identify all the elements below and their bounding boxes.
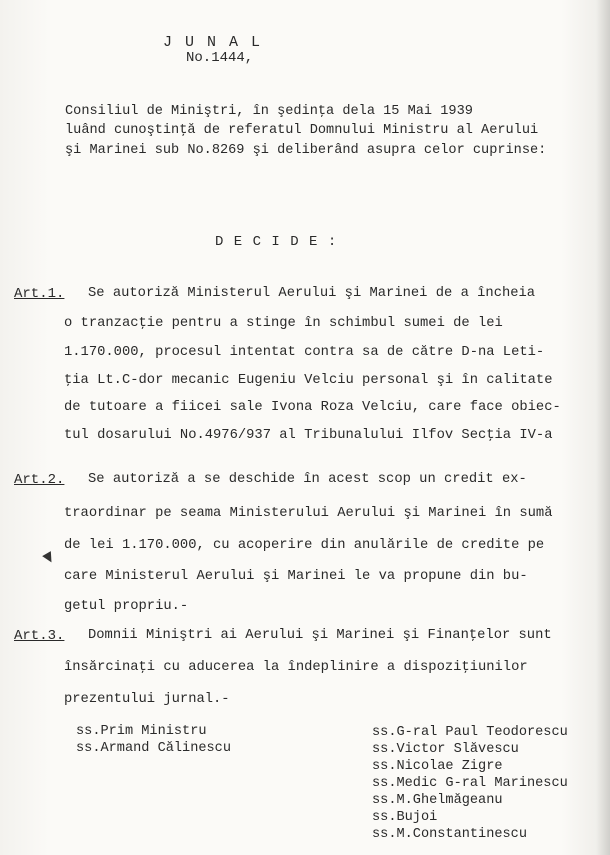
signature-right: ss.Bujoi (372, 810, 438, 825)
article-3-label: Art.3. (14, 628, 65, 644)
article-2-line: traordinar pe seama Ministerului Aerului şi Marinei în sumă (64, 506, 553, 521)
article-2-label: Art.2. (14, 472, 65, 488)
signature-right: ss.M.Constantinescu (372, 827, 527, 842)
signature-left: ss.Armand Călinescu (76, 741, 231, 756)
signature-right: ss.Medic G-ral Marinescu (372, 776, 568, 791)
document-number: No.1444, (186, 50, 254, 66)
article-1-line: ţia Lt.C-dor mecanic Eugeniu Velciu personal şi în calitate (64, 373, 553, 388)
signature-right: ss.Victor Slăvescu (372, 742, 519, 757)
document-title: J U N A L (163, 34, 263, 51)
decide-heading: D E C I D E : (215, 234, 338, 250)
signature-right: ss.M.Ghelmăgeanu (372, 793, 503, 808)
article-2-line: getul propriu.- (64, 599, 189, 614)
intro-line-1: Consiliul de Miniştri, în şedinţa dela 15 Mai 1939 (65, 104, 473, 119)
article-3-line: prezentului jurnal.- (64, 692, 230, 707)
article-2-line: de lei 1.170.000, cu acoperire din anulările de credite pe (64, 538, 545, 553)
article-2-line: care Ministerul Aerului şi Marinei le va propune din bu- (64, 569, 528, 584)
signature-left: ss.Prim Ministru (76, 724, 207, 739)
article-1-line: o tranzacţie pentru a stinge în schimbul sumei de lei (64, 316, 503, 331)
page-edge-shadow (596, 0, 610, 855)
article-3-line: însărcinaţi cu aducerea la îndeplinire a dispoziţiunilor (64, 660, 528, 675)
intro-line-2: luând cunoştinţă de referatul Domnului Ministru al Aerului (65, 123, 539, 138)
signature-right: ss.G-ral Paul Teodorescu (372, 725, 568, 740)
article-1-line: de tutoare a fiicei sale Ivona Roza Velciu, care face obiec- (64, 400, 561, 415)
article-1-line: tul dosarului No.4976/937 al Tribunalului Ilfov Secţia IV-a (64, 428, 553, 443)
article-3-line: Domnii Miniştri ai Aerului şi Marinei şi Finanţelor sunt (88, 628, 552, 643)
margin-pen-mark (42, 551, 56, 565)
article-1-label: Art.1. (14, 286, 65, 302)
article-2-line: Se autoriză a se deschide în acest scop un credit ex- (88, 472, 527, 487)
article-1-line: Se autoriză Ministerul Aerului şi Marinei de a încheia (88, 286, 536, 301)
signature-right: ss.Nicolae Zigre (372, 759, 503, 774)
intro-line-3: şi Marinei sub No.8269 şi deliberând asupra celor cuprinse: (65, 143, 547, 158)
article-1-line: 1.170.000, procesul intentat contra sa de către D-na Leti- (64, 345, 545, 360)
